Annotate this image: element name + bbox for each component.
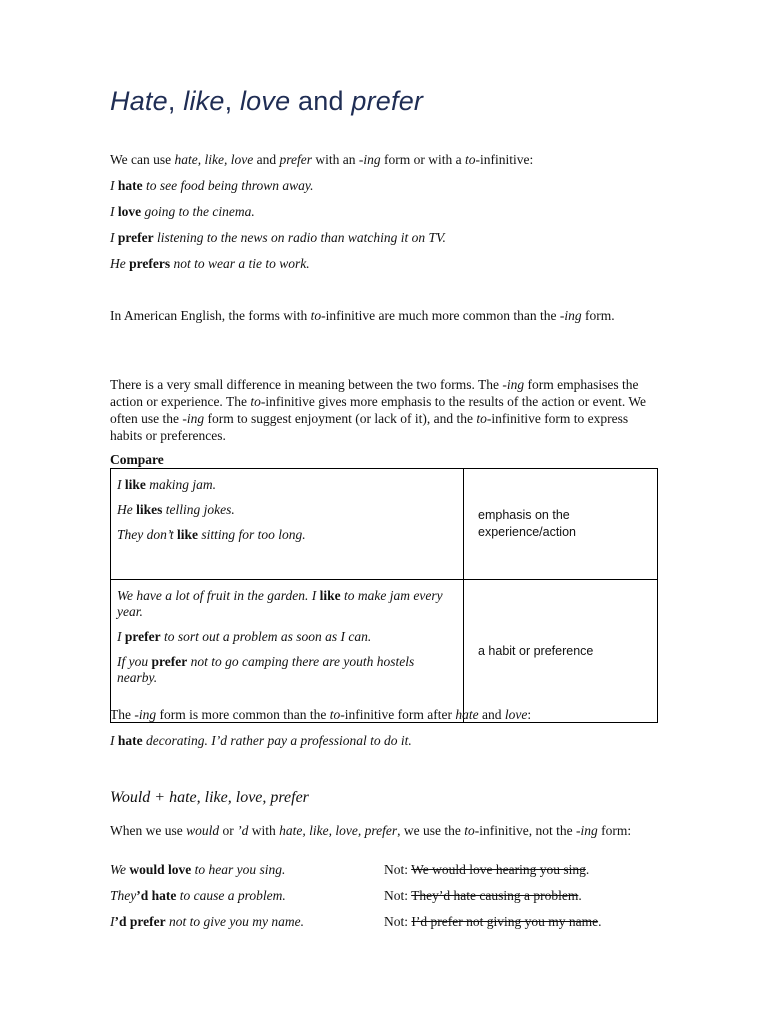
would-example-row xyxy=(110,914,670,940)
difference-paragraph: There is a very small difference in meaning between the two forms. The -ing form emphasises the action or experience. The to-infinitive gives more emphasis to the results of the action or event. We often use the -ing form to suggest enjoyment (or lack of it), and the to-infinitive form to express habits or preferences. xyxy=(110,377,647,443)
title-word-like: like xyxy=(183,86,225,116)
intro-paragraph: We can use hate, like, love and prefer with an -ing form or with a to-infinitive: xyxy=(110,152,534,167)
incorrect-example: Not: We would love hearing you sing. xyxy=(384,862,590,877)
title-and: and xyxy=(290,86,352,116)
title-sep: , xyxy=(224,86,240,116)
would-example-row xyxy=(110,888,670,914)
table-cell-examples xyxy=(111,580,464,723)
table-example: I prefer to sort out a problem as soon as I can. xyxy=(117,629,372,644)
table-example: If you prefer not to go camping there are youth hostels nearby. xyxy=(117,654,415,685)
compare-table xyxy=(110,468,658,723)
table-example: They don’t like sitting for too long. xyxy=(117,527,306,542)
table-cell-meaning: a habit or preference xyxy=(464,580,658,723)
example-sentence: I hate to see food being thrown away. xyxy=(110,178,314,193)
section-heading-would: Would + hate, like, love, prefer xyxy=(110,789,309,806)
table-example: He likes telling jokes. xyxy=(117,502,235,517)
title-word-hate: Hate xyxy=(110,86,168,116)
correct-example: We would love to hear you sing. xyxy=(110,862,286,877)
table-row xyxy=(111,469,658,580)
table-row xyxy=(111,580,658,723)
after-table-paragraph: The -ing form is more common than the to-infinitive form after hate and love: xyxy=(110,707,532,722)
would-example-row xyxy=(110,862,670,888)
table-cell-examples xyxy=(111,469,464,580)
example-sentence: He prefers not to wear a tie to work. xyxy=(110,256,310,271)
would-intro-paragraph: When we use would or ’d with hate, like, love, prefer, we use the to-infinitive, not the -ing form: xyxy=(110,823,632,838)
title-word-love: love xyxy=(239,86,291,116)
correct-example: I’d prefer not to give you my name. xyxy=(110,914,304,929)
table-example: We have a lot of fruit in the garden. I like to make jam every year. xyxy=(117,588,443,619)
incorrect-example: Not: They’d hate causing a problem. xyxy=(384,888,582,903)
incorrect-example: Not: I’d prefer not giving you my name. xyxy=(384,914,602,929)
title-word-prefer: prefer xyxy=(351,86,424,116)
example-sentence: I prefer listening to the news on radio than watching it on TV. xyxy=(110,230,446,245)
correct-example: They’d hate to cause a problem. xyxy=(110,888,286,903)
table-example: I like making jam. xyxy=(117,477,217,492)
title-sep: , xyxy=(167,86,184,116)
example-sentence: I hate decorating. I’d rather pay a professional to do it. xyxy=(110,733,412,748)
example-sentence: I love going to the cinema. xyxy=(110,204,255,219)
american-english-paragraph: In American English, the forms with to-infinitive are much more common than the -ing form. xyxy=(110,308,615,323)
compare-label: Compare xyxy=(110,452,164,467)
table-cell-meaning: emphasis on the experience/action xyxy=(464,469,658,580)
page-title xyxy=(110,86,423,117)
would-examples xyxy=(110,862,670,940)
